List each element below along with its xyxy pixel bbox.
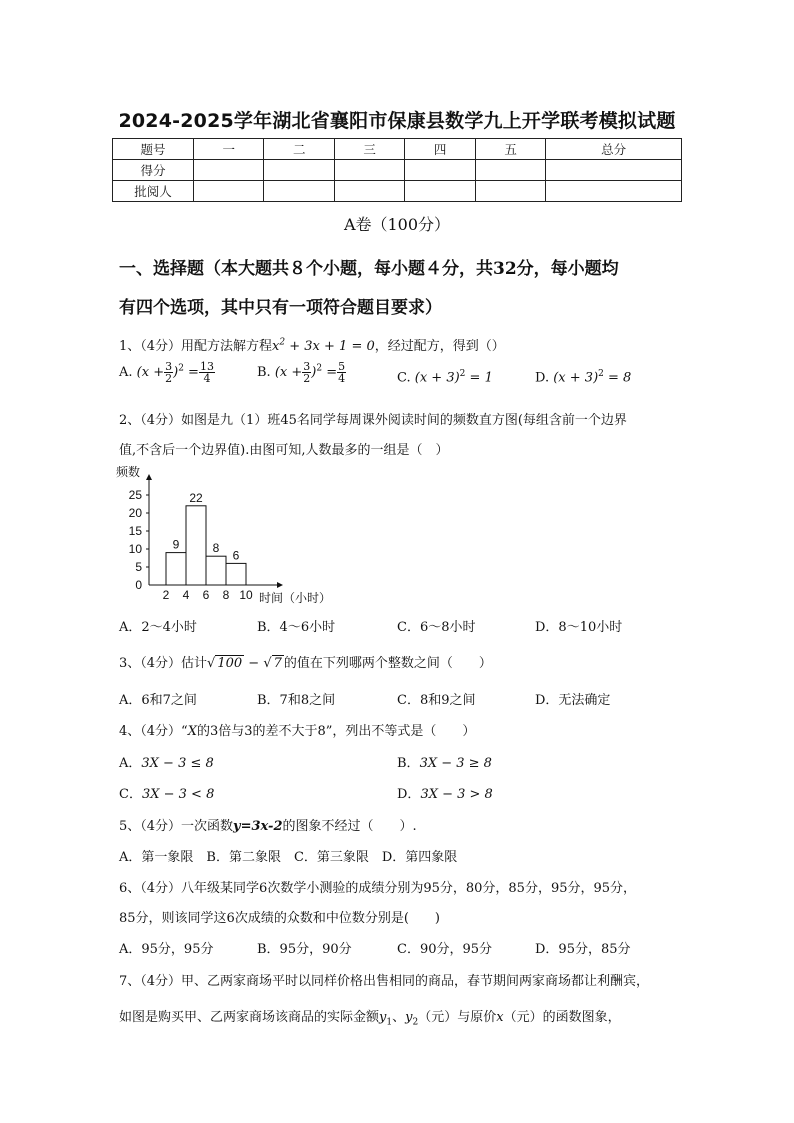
question-2-option-c: C．6～8小时 [397,620,476,635]
score-table [112,138,682,202]
x-tick-label: 4 [182,588,190,602]
reviewer-cell [334,181,404,202]
y-tick-label: 15 [128,524,142,538]
score-cell [334,160,404,181]
histogram-bar [166,553,186,585]
bar-data-label: 22 [189,490,203,505]
question-2-stem-line1: 2、（4分）如图是九（1）班45名同学每周课外阅读时间的频数直方图(每组含前一个边界 [119,413,627,428]
question-1-stem: 1、（4分）用配方法解方程$x^2 + 3x + 1 = 0$，经过配方，得到（） [119,337,505,354]
score-cell [546,160,682,181]
question-6-option-a: A．95分，95分 [119,942,214,957]
reviewer-cell [194,181,264,202]
score-table-score-row [113,160,682,181]
score-table-header-cell: 四 [405,139,475,160]
reviewer-cell [475,181,545,202]
score-table-header-cell: 一 [194,139,264,160]
y-tick-label: 25 [128,488,142,502]
reviewer-cell [546,181,682,202]
question-5-options: A．第一象限 B．第二象限 C．第三象限 D．第四象限 [119,850,458,865]
question-1-option-d: D. $(x + 3)^2 = 8$ [535,369,632,386]
reviewer-cell [405,181,475,202]
question-6-option-b: B．95分，90分 [257,942,352,957]
x-tick-label: 8 [222,588,230,602]
score-table-header-row [113,139,682,160]
histogram-bar [206,556,226,585]
score-table-header-cell: 总分 [546,139,682,160]
question-3-option-b: B．7和8之间 [257,693,336,708]
x-axis-arrow [277,582,283,588]
question-6-stem-line2: 85分，则该同学这6次成绩的众数和中位数分别是( ) [119,911,440,926]
score-table-header-cell: 二 [264,139,334,160]
x-tick-label: 10 [239,588,253,602]
section-heading-line1: 一、选择题（本大题共８个小题，每小题４分，共32分，每小题均 [119,259,619,279]
bar-data-label: 8 [212,541,220,556]
histogram-chart [112,460,352,610]
x-tick-label: 2 [162,588,170,602]
score-table-reviewer-row [113,181,682,202]
x-tick-label: 6 [202,588,210,602]
score-table-header-cell: 三 [334,139,404,160]
score-cell [475,160,545,181]
score-cell [194,160,264,181]
question-3-option-a: A．6和7之间 [119,693,197,708]
histogram-bar [226,563,246,585]
question-2-option-d: D．8～10小时 [535,620,623,635]
reviewer-row-label: 批阅人 [113,181,194,202]
y-tick-label: 0 [135,578,142,592]
question-1-option-c: C. $(x + 3)^2 = 1$ [397,369,493,386]
paper-subtitle: A卷（100分） [343,215,451,234]
x-axis-label: 时间（小时） [259,591,332,605]
score-row-label: 得分 [113,160,194,181]
question-4-option-a: A．3X − 3 ≤ 8 [119,756,214,771]
question-4-option-b: B．3X − 3 ≥ 8 [397,756,492,771]
score-cell [405,160,475,181]
bar-data-label: 6 [232,548,240,563]
question-3-stem: 3、（4分）估计√ 100 − √ 7 的值在下列哪两个整数之间（ ） [119,656,492,671]
question-4-stem: 4、（4分）“X的3倍与3的差不大于8”，列出不等式是（ ） [119,724,476,739]
question-3-option-d: D．无法确定 [535,693,611,708]
question-7-stem-line1: 7、（4分）甲、乙两家商场平时以同样价格出售相同的商品，春节期间两家商场都让利酬宾， [119,974,650,989]
question-3-option-c: C．8和9之间 [397,693,476,708]
question-4-option-c: C．3X − 3 < 8 [119,787,215,802]
question-1-option-b: B. (x + $\frac{3}{2}$ )$^2$ = $\frac{5}{4}$ [257,360,346,385]
y-axis-label: 频数 [116,465,141,479]
question-5-stem: 5、（4分）一次函数y=3x-2的图象不经过（ ）. [119,819,417,834]
question-1-option-a: A. (x + $\frac{3}{2}$ )$^2$ = $\frac{13}{4}$ [119,360,214,385]
question-2-option-b: B．4～6小时 [257,620,336,635]
score-cell [264,160,334,181]
y-tick-label: 10 [128,542,142,556]
score-table-header-cell: 五 [475,139,545,160]
histogram-bar [186,506,206,585]
question-6-stem-line1: 6、（4分）八年级某同学6次数学小测验的成绩分别为95分，80分，85分，95分，95分， [119,881,637,896]
reviewer-cell [264,181,334,202]
question-6-option-c: C．90分，95分 [397,942,493,957]
question-2-option-a: A．2～4小时 [119,620,197,635]
y-tick-label: 20 [128,506,142,520]
question-4-option-d: D．3X − 3 > 8 [397,787,493,802]
y-tick-label: 5 [135,560,142,574]
question-6-option-d: D．95分，85分 [535,942,631,957]
exam-title: 2024-2025学年湖北省襄阳市保康县数学九上开学联考模拟试题 [118,110,676,132]
question-7-stem-line2: 如图是购买甲、乙两家商场该商品的实际金额$y_1$、$y_2$（元）与原价x（元）的函数图象， [119,1010,621,1028]
score-table-header-cell: 题号 [113,139,194,160]
question-2-stem-line2: 值,不含后一个边界值).由图可知,人数最多的一组是（ ） [119,443,449,458]
bar-data-label: 9 [172,537,180,552]
section-heading-line2: 有四个选项，其中只有一项符合题目要求） [119,298,442,318]
y-axis-arrow [146,474,152,480]
